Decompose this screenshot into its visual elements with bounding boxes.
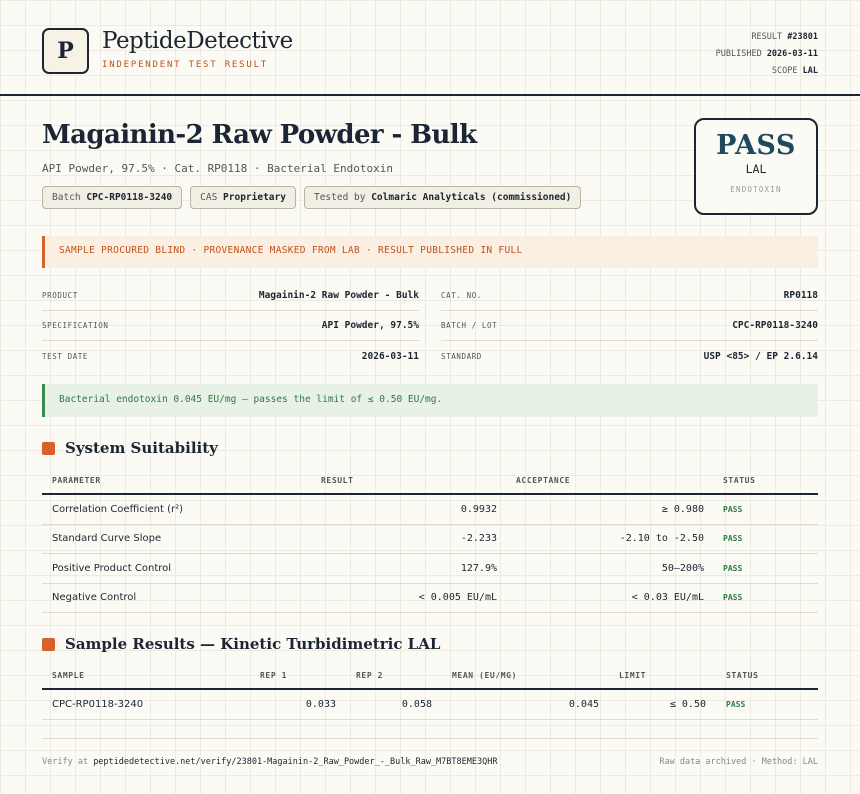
verify-text: Verify at peptidedetective.net/verify/23801-Magainin-2_Raw_Powder_-_Bulk_Raw_M7BT8EME3QHR — [42, 757, 498, 767]
table-row: Positive Product Control 127.9% 50–200% PASS — [42, 554, 818, 584]
table-row: Standard Curve Slope -2.233 -2.10 to -2.50 PASS — [42, 525, 818, 555]
sample-results-heading: Sample Results — Kinetic Turbidimetric LAL — [42, 635, 440, 653]
info-chips — [42, 186, 581, 209]
verdict-method: LAL — [745, 162, 767, 176]
table-row: Correlation Coefficient (r²) 0.9932 ≥ 0.980 PASS — [42, 495, 818, 525]
detail-batch-lot: BATCH / LOT CPC-RP0118-3240 — [441, 311, 818, 341]
meta-scope: SCOPE LAL — [771, 66, 818, 76]
sample-results-table — [42, 662, 818, 720]
meta-published: PUBLISHED 2026-03-11 — [715, 49, 818, 59]
verdict-stamp — [694, 118, 818, 215]
detail-specification: SPECIFICATION API Powder, 97.5% — [42, 311, 419, 341]
summary-banner: Bacterial endotoxin 0.045 EU/mg — passes the limit of ≤ 0.50 EU/mg. — [42, 384, 818, 417]
footer-note: Raw data archived · Method: LAL — [659, 757, 818, 767]
tested-by-chip: Tested by Colmaric Analyticals (commissioned) — [304, 186, 581, 209]
detail-test-date: TEST DATE 2026-03-11 — [42, 350, 419, 362]
meta-result: RESULT #23801 — [751, 32, 818, 42]
result-meta — [716, 29, 818, 80]
status-badge: PASS — [723, 534, 743, 544]
status-badge: PASS — [723, 504, 743, 514]
detail-standard: STANDARD USP <85> / EP 2.6.14 — [441, 350, 818, 362]
section-marker-icon — [42, 638, 55, 651]
table-header: PARAMETER RESULT ACCEPTANCE STATUS — [42, 467, 818, 495]
product-subtitle: API Powder, 97.5% · Cat. RP0118 · Bacterial Endotoxin — [42, 162, 393, 175]
brand-logo — [42, 28, 89, 74]
suitability-heading: System Suitability — [42, 439, 218, 457]
detail-cat-no: CAT. NO. RP0118 — [441, 281, 818, 311]
table-row: CPC-RP0118-3240 0.033 0.058 0.045 ≤ 0.50 PASS — [42, 690, 818, 720]
section-marker-icon — [42, 442, 55, 455]
suitability-table — [42, 467, 818, 613]
product-title: Magainin-2 Raw Powder - Bulk — [42, 120, 477, 150]
status-badge: PASS — [723, 563, 743, 573]
status-badge: PASS — [726, 699, 746, 709]
procurement-banner: SAMPLE PROCURED BLIND · PROVENANCE MASKED FROM LAB · RESULT PUBLISHED IN FULL — [42, 236, 818, 268]
cas-chip: CAS Proprietary — [190, 186, 296, 209]
batch-chip: Batch CPC-RP0118-3240 — [42, 186, 182, 209]
table-row: Negative Control < 0.005 EU/mL < 0.03 EU/mL PASS — [42, 584, 818, 614]
detail-product: PRODUCT Magainin-2 Raw Powder - Bulk — [42, 281, 419, 311]
brand-name: PeptideDetective — [102, 28, 293, 54]
verify-link[interactable]: peptidedetective.net/verify/23801-Magainin-2_Raw_Powder_-_Bulk_Raw_M7BT8EME3QHR — [93, 757, 498, 767]
report-header — [0, 0, 860, 96]
footer-divider — [42, 738, 818, 739]
status-badge: PASS — [723, 593, 743, 603]
brand-subtitle: INDEPENDENT TEST RESULT — [102, 60, 269, 70]
verdict-category: ENDOTOXIN — [730, 185, 782, 194]
logo-letter: P — [57, 38, 74, 64]
verdict-result: PASS — [716, 130, 796, 161]
table-header: SAMPLE REP 1 REP 2 MEAN (EU/MG) LIMIT STATUS — [42, 662, 818, 690]
